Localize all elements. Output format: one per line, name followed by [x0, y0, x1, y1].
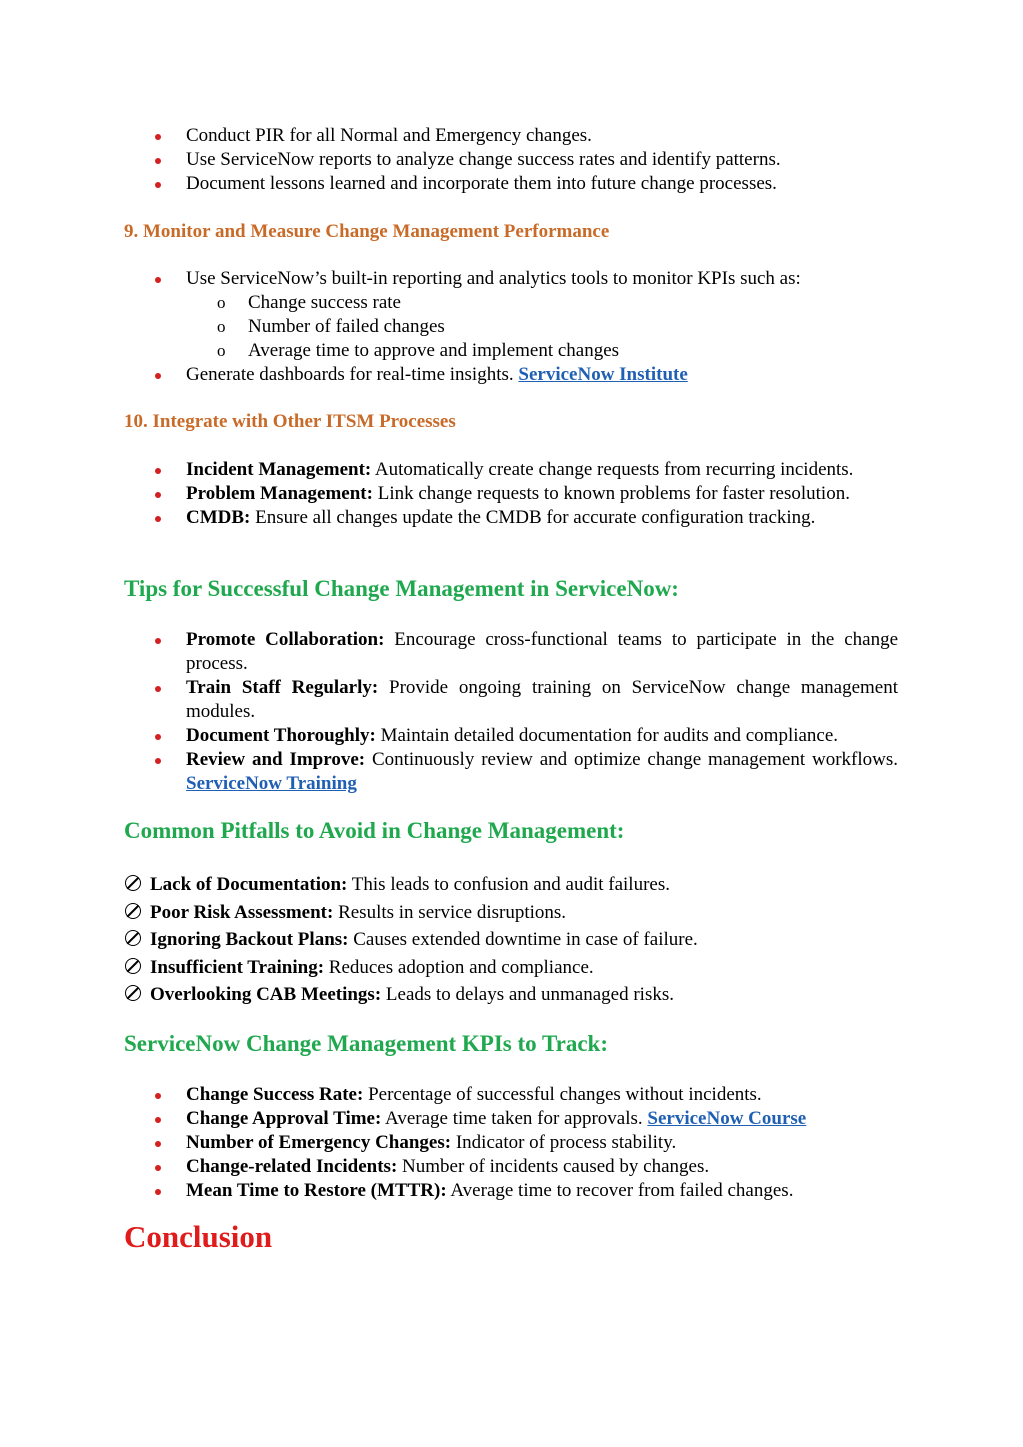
bullet-icon	[155, 734, 161, 740]
pir-list	[0, 124, 1023, 196]
tips-heading: Tips for Successful Change Management in ServiceNow:	[124, 576, 679, 601]
list-item: Conduct PIR for all Normal and Emergency changes.	[0, 124, 898, 148]
pitfalls-heading: Common Pitfalls to Avoid in Change Management:	[124, 818, 625, 843]
prohibited-icon	[125, 985, 141, 1001]
bullet-icon	[155, 686, 161, 692]
servicenow-course-link[interactable]: ServiceNow Course	[647, 1108, 807, 1129]
bullet-icon	[155, 492, 161, 498]
list-item: Incident Management: Automatically create change requests from recurring incidents.	[0, 458, 898, 482]
list-item: Train Staff Regularly: Provide ongoing training on ServiceNow change management modules.	[0, 676, 898, 724]
prohibited-icon	[125, 958, 141, 974]
pitfall-item: Ignoring Backout Plans: Causes extended downtime in case of failure.	[0, 928, 1023, 956]
bullet-icon	[155, 134, 161, 140]
pitfalls-list	[0, 873, 1023, 1011]
bullet-icon	[155, 468, 161, 474]
prohibited-icon	[125, 875, 141, 891]
list-item: CMDB: Ensure all changes update the CMDB for accurate configuration tracking.	[0, 506, 898, 530]
conclusion-heading: Conclusion	[124, 1219, 273, 1254]
list-item: Change-related Incidents: Number of incidents caused by changes.	[0, 1155, 898, 1179]
pitfall-item: Lack of Documentation: This leads to confusion and audit failures.	[0, 873, 1023, 901]
tips-list	[0, 628, 1023, 796]
bullet-icon	[155, 1165, 161, 1171]
pitfall-item: Insufficient Training: Reduces adoption and compliance.	[0, 956, 1023, 984]
sub-list-item: o Average time to approve and implement changes	[217, 340, 620, 361]
list-item: Generate dashboards for real-time insights. ServiceNow Institute	[0, 363, 898, 387]
servicenow-training-link[interactable]: ServiceNow Training	[186, 773, 357, 794]
bullet-icon	[155, 1093, 161, 1099]
section-9-heading: 9. Monitor and Measure Change Management Performance	[124, 221, 610, 242]
circle-bullet-icon: o	[217, 293, 226, 312]
section-9-list	[0, 267, 1023, 387]
bullet-icon	[155, 277, 161, 283]
pitfall-item: Overlooking CAB Meetings: Leads to delays and unmanaged risks.	[0, 983, 1023, 1011]
list-item: Change Success Rate: Percentage of successful changes without incidents.	[0, 1083, 898, 1107]
list-item: Use ServiceNow’s built-in reporting and analytics tools to monitor KPIs such as:	[0, 267, 898, 291]
bullet-icon	[155, 1117, 161, 1123]
section-10-list	[0, 458, 1023, 530]
prohibited-icon	[125, 903, 141, 919]
circle-bullet-icon: o	[217, 317, 226, 336]
section-10-heading: 10. Integrate with Other ITSM Processes	[124, 411, 456, 432]
bullet-icon	[155, 373, 161, 379]
bullet-icon	[155, 638, 161, 644]
kpis-heading: ServiceNow Change Management KPIs to Track:	[124, 1031, 608, 1056]
kpis-list	[0, 1083, 1023, 1203]
bullet-icon	[155, 758, 161, 764]
pitfall-item: Poor Risk Assessment: Results in service disruptions.	[0, 901, 1023, 929]
sub-list-item: o Number of failed changes	[217, 316, 445, 337]
bullet-icon	[155, 1189, 161, 1195]
bullet-icon	[155, 158, 161, 164]
bullet-icon	[155, 182, 161, 188]
list-item: Review and Improve: Continuously review and optimize change management workflows. ServiceNow Training	[0, 748, 898, 796]
servicenow-institute-link[interactable]: ServiceNow Institute	[518, 364, 688, 385]
prohibited-icon	[125, 930, 141, 946]
list-item: Document lessons learned and incorporate them into future change processes.	[0, 172, 898, 196]
list-item: Promote Collaboration: Encourage cross-functional teams to participate in the change process.	[0, 628, 898, 676]
list-item: Mean Time to Restore (MTTR): Average time to recover from failed changes.	[0, 1179, 898, 1203]
bullet-icon	[155, 1141, 161, 1147]
list-item: Problem Management: Link change requests to known problems for faster resolution.	[0, 482, 898, 506]
sub-list-item: o Change success rate	[217, 292, 401, 313]
list-item: Use ServiceNow reports to analyze change success rates and identify patterns.	[0, 148, 898, 172]
circle-bullet-icon: o	[217, 341, 226, 360]
list-item: Number of Emergency Changes: Indicator of process stability.	[0, 1131, 898, 1155]
list-item: Document Thoroughly: Maintain detailed documentation for audits and compliance.	[0, 724, 898, 748]
list-item: Change Approval Time: Average time taken for approvals. ServiceNow Course	[0, 1107, 898, 1131]
bullet-icon	[155, 516, 161, 522]
